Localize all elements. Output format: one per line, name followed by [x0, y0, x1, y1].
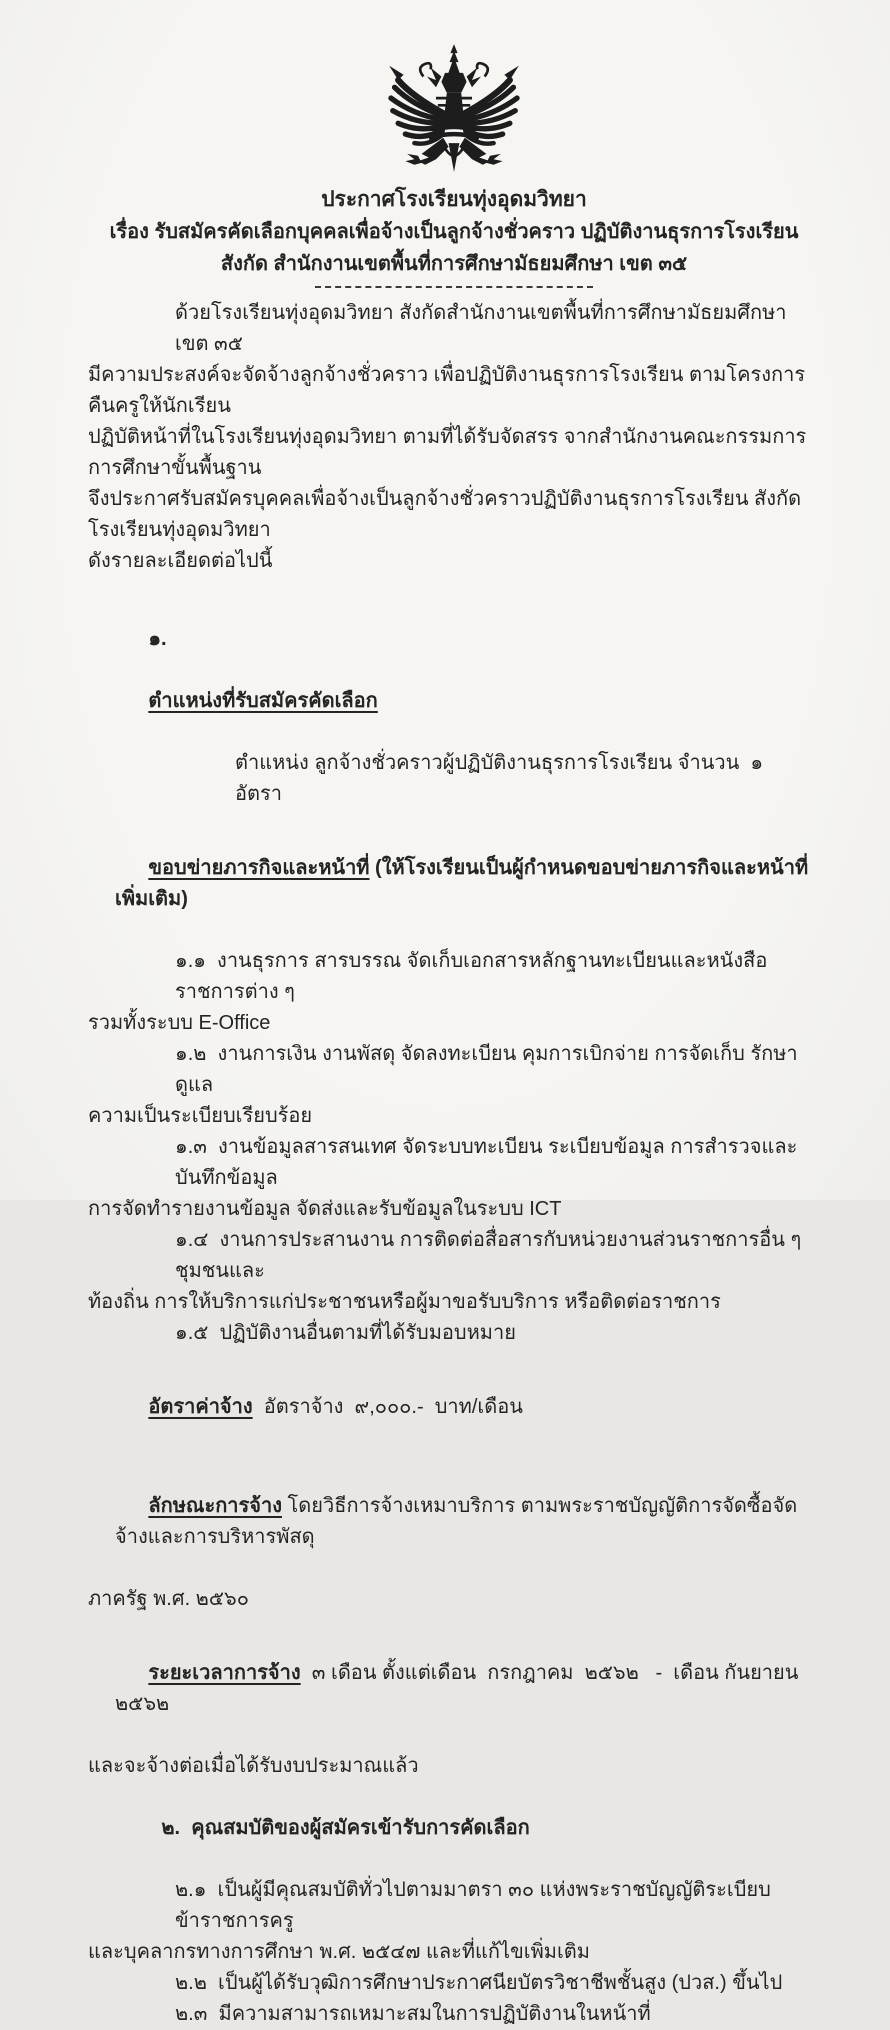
duty-line: ๑.๓ งานข้อมูลสารสนเทศ จัดระบบทะเบียน ระเบียบข้อมูล การสำรวจและบันทึกข้อมูล — [175, 1136, 798, 1189]
qualification-line: ๒.๑ เป็นผู้มีคุณสมบัติทั่วไปตามมาตรา ๓๐ แห่งพระราชบัญญัติระเบียบข้าราชการครู — [175, 1879, 771, 1932]
separator-dashed-line — [315, 286, 593, 288]
scope-note: (ให้โรงเรียนเป็นผู้กำหนดขอบข่ายภารกิจและหน้าที่เพิ่มเติม) — [115, 857, 809, 910]
intro-line: จึงประกาศรับสมัครบุคคลเพื่อจ้างเป็นลูกจ้างชั่วคราวปฏิบัติงานธุรการโรงเรียน สังกัดโรงเรียนทุ่งอุดมวิทยา — [88, 488, 802, 541]
duty-line: ๑.๔ งานการประสานงาน การติดต่อสื่อสารกับหน่วยงานส่วนราชการอื่น ๆ ชุมชนและ — [175, 1229, 807, 1282]
scope-heading: ขอบข่ายภารกิจและหน้าที่ — [148, 857, 370, 879]
duty-line: การจัดทำรายงานข้อมูล จัดส่งและรับข้อมูลในระบบ ICT — [88, 1198, 562, 1220]
garuda-emblem — [88, 40, 820, 176]
duty-line: ท้องถิ่น การให้บริการแก่ประชาชนหรือผู้มาขอรับบริการ หรือติดต่อราชการ — [88, 1291, 721, 1313]
section-2-title: คุณสมบัติของผู้สมัครเข้ารับการคัดเลือก — [180, 1817, 530, 1839]
qualification-line: และบุคลากรทางการศึกษา พ.ศ. ๒๕๔๗ และที่แก้ไขเพิ่มเติม — [88, 1941, 590, 1963]
position-line: ตำแหน่ง ลูกจ้างชั่วคราวผู้ปฏิบัติงานธุรการโรงเรียน จำนวน ๑ อัตรา — [235, 752, 775, 805]
doc-title: ประกาศโรงเรียนทุ่งอุดมวิทยา — [321, 188, 587, 211]
garuda-icon — [373, 40, 535, 176]
hire-line — [115, 1460, 820, 1584]
hire-continuation: ภาครัฐ พ.ศ. ๒๕๖๐ — [88, 1588, 249, 1610]
duty-line: ๑.๑ งานธุรการ สารบรรณ จัดเก็บเอกสารหลักฐานทะเบียนและหนังสือราชการต่าง ๆ — [175, 950, 768, 1003]
hire-text: โดยวิธีการจ้างเหมาบริการ ตามพระราชบัญญัติการจัดซื้อจัดจ้างและการบริหารพัสดุ — [115, 1495, 798, 1548]
section-2-number: ๒. — [161, 1817, 181, 1839]
doc-subject: เรื่อง รับสมัครคัดเลือกบุคคลเพื่อจ้างเป็นลูกจ้างชั่วคราว ปฏิบัติงานธุรการโรงเรียน — [109, 221, 799, 243]
duty-line: ๑.๒ งานการเงิน งานพัสดุ จัดลงทะเบียน คุมการเบิกจ่าย การจัดเก็บ รักษาดูแล — [175, 1043, 798, 1096]
qualifications-list — [88, 1875, 820, 2030]
section-2-heading — [128, 1782, 820, 1875]
intro-line: ปฏิบัติหน้าที่ในโรงเรียนทุ่งอุดมวิทยา ตามที่ได้รับจัดสรร จากสำนักงานคณะกรรมการการศึกษาขั้นพื้นฐาน — [88, 426, 807, 479]
duty-line: ๑.๕ ปฏิบัติงานอื่นตามที่ได้รับมอบหมาย — [175, 1322, 516, 1344]
intro-line: ดังรายละเอียดต่อไปนี้ — [88, 550, 273, 572]
wage-text: อัตราจ้าง ๙,๐๐๐.- บาท/เดือน — [252, 1396, 523, 1418]
period-text: ๓ เดือน ตั้งแต่เดือน กรกฎาคม ๒๕๖๒ - เดือน กันยายน ๒๕๖๒ — [115, 1662, 804, 1715]
scope-heading-line — [115, 822, 820, 946]
section-1-number: ๑. — [148, 628, 167, 650]
qualification-line: ๒.๓ มีความสามารถเหมาะสมในการปฏิบัติงานในหน้าที่ — [175, 2003, 651, 2025]
qualification-line: ๒.๒ เป็นผู้ได้รับวุฒิการศึกษาประกาศนียบัตรวิชาชีพชั้นสูง (ปวส.) ขึ้นไป — [175, 1972, 783, 1994]
intro-line: มีความประสงค์จะจัดจ้างลูกจ้างชั่วคราว เพื่อปฏิบัติงานธุรการโรงเรียน ตามโครงการคืนครูให้นักเรียน — [88, 364, 806, 417]
intro-paragraph — [88, 298, 820, 577]
duty-line: รวมทั้งระบบ E-Office — [88, 1012, 271, 1034]
duties-list — [88, 946, 820, 1349]
period-continuation: และจะจ้างต่อเมื่อได้รับงบประมาณแล้ว — [88, 1755, 419, 1777]
intro-line: ด้วยโรงเรียนทุ่งอุดมวิทยา สังกัดสำนักงานเขตพื้นที่การศึกษามัธยมศึกษา เขต ๓๕ — [175, 302, 793, 355]
period-heading: ระยะเวลาการจ้าง — [148, 1662, 301, 1684]
wage-heading: อัตราค่าจ้าง — [148, 1396, 253, 1418]
period-line — [115, 1627, 820, 1751]
doc-affiliation: สังกัด สำนักงานเขตพื้นที่การศึกษามัธยมศึกษา เขต ๓๕ — [220, 253, 688, 275]
hire-heading: ลักษณะการจ้าง — [148, 1495, 282, 1517]
section-1-heading — [115, 593, 820, 748]
section-1-title: ตำแหน่งที่รับสมัครคัดเลือก — [148, 690, 378, 712]
wage-line — [115, 1361, 820, 1454]
duty-line: ความเป็นระเบียบเรียบร้อย — [88, 1105, 313, 1127]
